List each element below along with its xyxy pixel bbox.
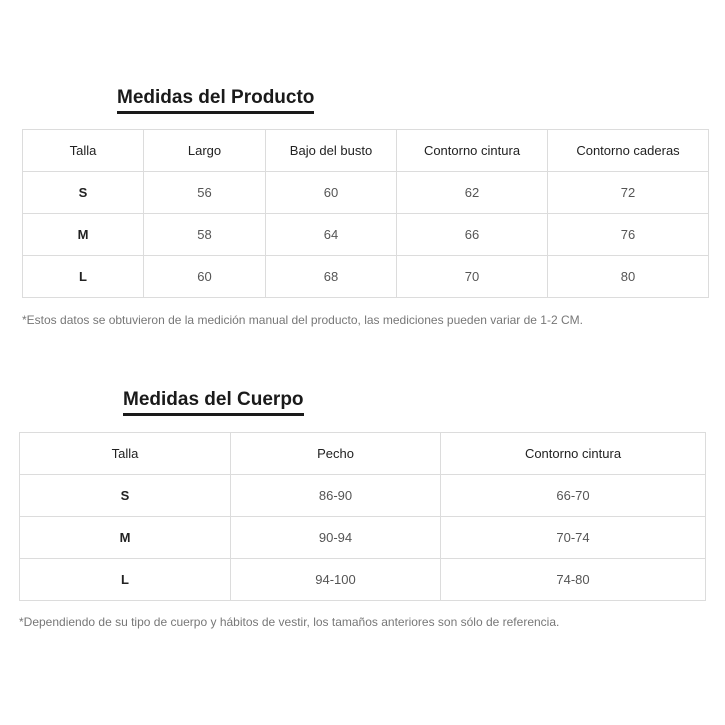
product-size-table <box>22 129 709 298</box>
column-header: Contorno cintura <box>441 433 706 475</box>
table-row <box>23 172 709 214</box>
value-cell: 72 <box>548 172 709 214</box>
value-cell: 70 <box>397 256 548 298</box>
column-header: Talla <box>20 433 231 475</box>
column-header: Bajo del busto <box>266 130 397 172</box>
column-header: Largo <box>144 130 266 172</box>
column-header: Contorno caderas <box>548 130 709 172</box>
value-cell: 94-100 <box>231 559 441 601</box>
value-cell: 56 <box>144 172 266 214</box>
column-header: Contorno cintura <box>397 130 548 172</box>
value-cell: 70-74 <box>441 517 706 559</box>
size-cell: L <box>23 256 144 298</box>
value-cell: 80 <box>548 256 709 298</box>
column-header: Talla <box>23 130 144 172</box>
value-cell: 74-80 <box>441 559 706 601</box>
size-cell: L <box>20 559 231 601</box>
value-cell: 90-94 <box>231 517 441 559</box>
table-row <box>20 559 706 601</box>
table-row <box>23 214 709 256</box>
value-cell: 60 <box>144 256 266 298</box>
body-measurements-title: Medidas del Cuerpo <box>123 389 304 416</box>
table-row <box>23 256 709 298</box>
body-size-table <box>19 432 706 601</box>
product-measurements-note: *Estos datos se obtuvieron de la medición manual del producto, las mediciones pueden variar de 1-2 CM. <box>22 313 583 327</box>
value-cell: 66 <box>397 214 548 256</box>
value-cell: 86-90 <box>231 475 441 517</box>
value-cell: 66-70 <box>441 475 706 517</box>
value-cell: 64 <box>266 214 397 256</box>
value-cell: 76 <box>548 214 709 256</box>
size-cell: M <box>23 214 144 256</box>
table-header-row <box>20 433 706 475</box>
value-cell: 58 <box>144 214 266 256</box>
size-cell: M <box>20 517 231 559</box>
product-measurements-title: Medidas del Producto <box>117 87 314 114</box>
table-row <box>20 475 706 517</box>
value-cell: 62 <box>397 172 548 214</box>
table-row <box>20 517 706 559</box>
column-header: Pecho <box>231 433 441 475</box>
table-header-row <box>23 130 709 172</box>
value-cell: 68 <box>266 256 397 298</box>
size-cell: S <box>20 475 231 517</box>
size-cell: S <box>23 172 144 214</box>
body-measurements-note: *Dependiendo de su tipo de cuerpo y hábitos de vestir, los tamaños anteriores son sólo de referencia. <box>19 615 560 629</box>
value-cell: 60 <box>266 172 397 214</box>
